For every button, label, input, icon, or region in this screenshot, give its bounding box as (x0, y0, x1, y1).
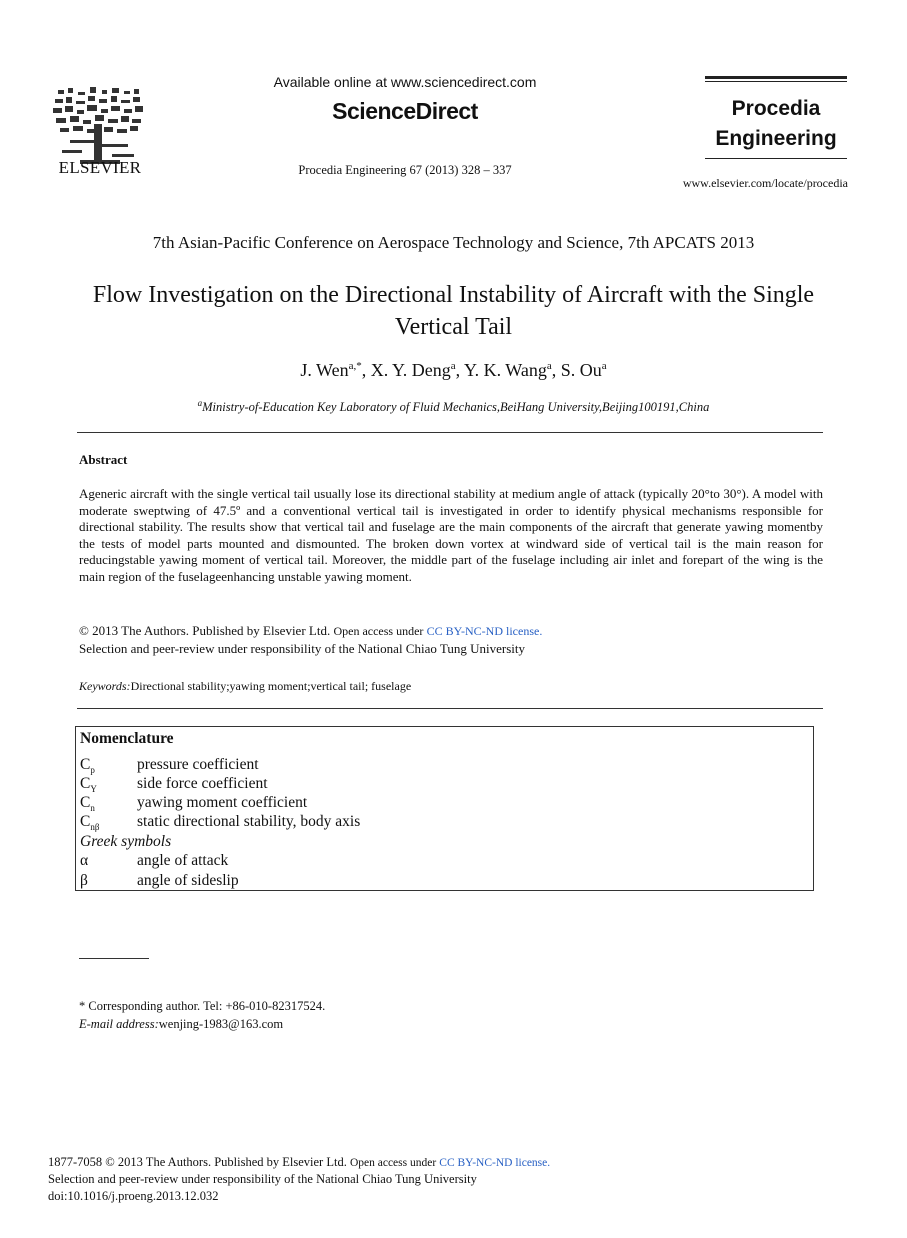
nomenclature-symbol: $C_Y$ (80, 775, 97, 795)
author-affil-mark: a,* (348, 360, 362, 372)
corresponding-author: * Corresponding author. Tel: +86-010-82317524. (79, 999, 326, 1013)
email-address[interactable]: wenjing-1983@163.com (158, 1017, 284, 1031)
nomenclature-desc: angle of attack (137, 852, 229, 869)
footer-license-link[interactable]: CC BY-NC-ND license. (439, 1157, 551, 1169)
nomenclature-symbol: $C_n$ (80, 794, 95, 814)
affiliation-text: Ministry-of-Education Key Laboratory of Fluid Mechanics,BeiHang University,Beijing100191,China (202, 400, 710, 415)
greek-symbols-heading: Greek symbols (80, 833, 172, 850)
abstract-heading: Abstract (79, 452, 128, 467)
nomenclature-desc: side force coefficient (137, 775, 268, 792)
affiliation (40, 398, 867, 415)
author-affil-mark: a (450, 360, 456, 372)
author-name: Y. K. Wang (463, 360, 547, 380)
footnote-rule (79, 958, 149, 959)
author-affil-mark: a (546, 360, 552, 372)
journal-citation: Procedia Engineering 67 (2013) 328 – 337 (298, 163, 512, 177)
keywords (79, 679, 411, 694)
footer-copyright (48, 1155, 550, 1170)
author-name: X. Y. Deng (370, 360, 451, 380)
nomenclature-desc: yawing moment coefficient (137, 794, 308, 811)
footer-peer-review: Selection and peer-review under responsibility of the National Chiao Tung University (48, 1172, 477, 1186)
email-line (79, 1017, 283, 1032)
nomenclature-symbol: $C_p$ (80, 756, 95, 776)
nomenclature-desc: static directional stability, body axis (137, 813, 361, 830)
paper-title: Flow Investigation on the Directional Instability of Aircraft with the Single Vertical Tail (92, 282, 815, 340)
conference-name: 7th Asian-Pacific Conference on Aerospace Technology and Science, 7th APCATS 2013 (152, 233, 755, 252)
footer-doi[interactable]: doi:10.1016/j.proeng.2013.12.032 (48, 1189, 219, 1203)
abstract-top-rule (77, 432, 823, 433)
nomenclature-desc: pressure coefficient (137, 756, 259, 773)
nomenclature-symbol: $C_{n\beta}$ (80, 813, 100, 833)
journal-rule-thick (705, 76, 847, 79)
email-label: E-mail address: (79, 1017, 159, 1031)
journal-url-link[interactable]: www.elsevier.com/locate/procedia (682, 176, 848, 190)
author-name: S. Ou (560, 360, 602, 380)
nomenclature-symbol: α (80, 852, 89, 869)
abstract-text: Ageneric aircraft with the single vertical tail usually lose its directional stability at medium angle of attack (typically 20°to 30°). A model with moderate sweptwing of 47.5º and a conventional vertical tail is investigated in order to identify physical mechanisms responsible for directional stability. The results show that vertical tail and fuselage are the main components of the aircraft that generate yawing momentby the tests of model parts mounted and dismounted. The broken down vortex at windward side of vertical tail is the main reason for reducingstable yawing moment of vertical tail. Moreover, the middle part of the fuselage including air inlet and forepart of the wing is the main region of the fuselageenhancing unstable yawing moment. (79, 486, 823, 584)
author-list: J. Wen$^{a,*}$, X. Y. Deng$^a$, Y. K. Wang$^a$, S. Ou$^a$ (300, 360, 607, 380)
keywords-text: Directional stability;yawing moment;vertical tail; fuselage (130, 679, 412, 693)
nomenclature-desc: angle of sideslip (137, 872, 239, 889)
nomenclature-heading: Nomenclature (80, 730, 174, 747)
copyright-block (79, 622, 823, 657)
publisher-logo-text: ELSEVIER (58, 158, 142, 177)
journal-rule-thin (705, 81, 847, 82)
author-name: J. Wen (300, 360, 349, 380)
author-affil-mark: a (601, 360, 607, 372)
affiliation-mark: a (197, 398, 203, 408)
nomenclature-symbol: β (80, 872, 88, 889)
license-link[interactable]: CC BY-NC-ND license. (426, 624, 543, 638)
keywords-label: Keywords: (79, 679, 131, 693)
journal-title: Procedia Engineering (715, 97, 837, 150)
open-access-text: Open access under (333, 624, 424, 638)
copyright-text: © 2013 The Authors. Published by Elsevier Ltd. (79, 623, 331, 638)
available-online-link[interactable]: Available online at www.sciencedirect.com (273, 74, 537, 90)
footer-issn-copyright: 1877-7058 © 2013 The Authors. Published by Elsevier Ltd. (48, 1155, 347, 1169)
sciencedirect-brand: ScienceDirect (332, 98, 478, 124)
nomenclature-top-rule (77, 708, 823, 709)
footer-open-access: Open access under (349, 1157, 437, 1169)
peer-review-text: Selection and peer-review under responsibility of the National Chiao Tung University (79, 641, 525, 656)
journal-rule-bottom (705, 158, 847, 159)
